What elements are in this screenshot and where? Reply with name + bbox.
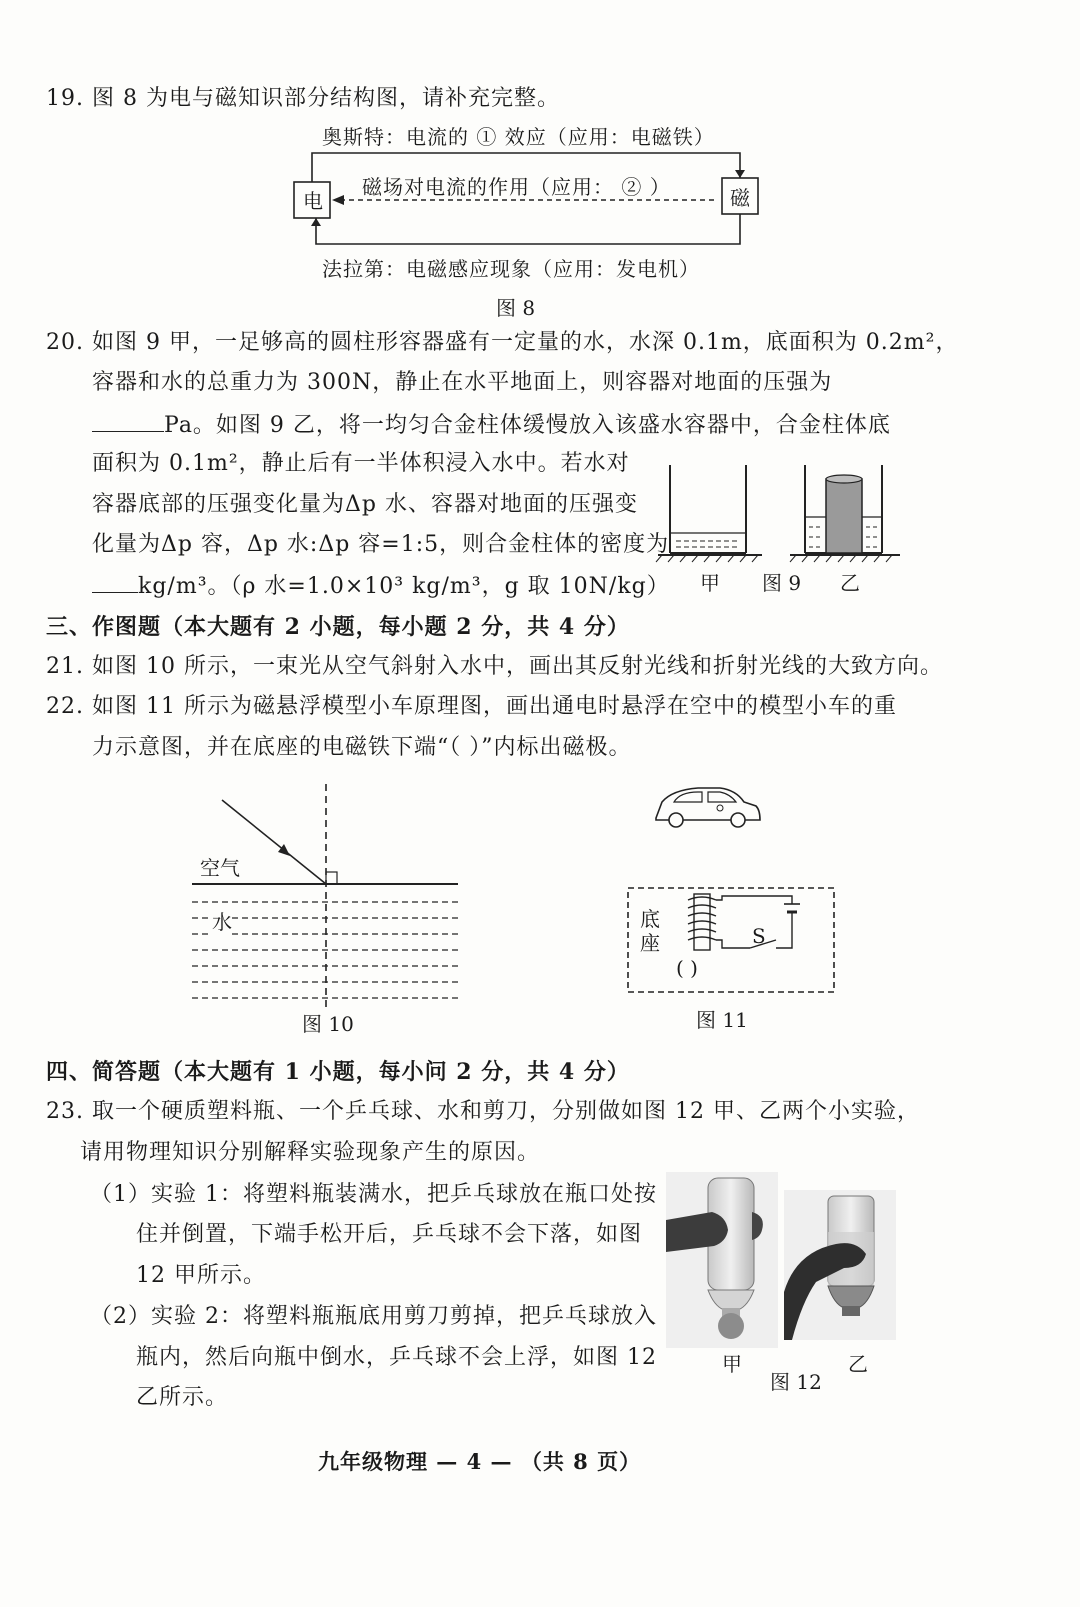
fig10-water-label: 水	[212, 906, 232, 935]
bottom-arrow-line	[316, 214, 740, 244]
figure-10-refraction	[180, 780, 480, 1020]
fig8-caption: 图 8	[496, 296, 536, 320]
q20-line-1: 20. 如图 9 甲，一足够高的圆柱形容器盛有一定量的水，水深 0.1m，底面积为 0.2m²，	[46, 330, 959, 355]
q20-line-3	[92, 409, 891, 441]
q20-line-4: 面积为 0.1m²，静止后有一半体积浸入水中。若水对	[92, 451, 630, 476]
fig8-top-text: 奥斯特：电流的 ① 效应（应用：电磁铁）	[322, 125, 715, 149]
answer-blank[interactable]	[92, 570, 138, 593]
fig10-caption: 图 10	[302, 1012, 354, 1036]
fig12-label-jia: 甲	[722, 1352, 742, 1376]
q20-line-7-text: kg/m³。（ρ 水=1.0×10³ kg/m³，g 取 10N/kg）	[138, 574, 670, 599]
fig8-bottom-text: 法拉第：电磁感应现象（应用：发电机）	[322, 257, 700, 281]
electromagnet-coil	[688, 894, 716, 950]
section3-heading: 三、作图题（本大题有 2 小题，每小题 2 分，共 4 分）	[46, 614, 630, 640]
q20-line-5: 容器底部的压强变化量为Δp 水、容器对地面的压强变	[92, 492, 638, 517]
fig12-label-yi: 乙	[848, 1352, 868, 1376]
q20-line-2: 容器和水的总重力为 300N，静止在水平地面上，则容器对地面的压强为	[92, 370, 833, 395]
circuit-wire-right	[776, 922, 792, 948]
container-jia	[670, 465, 746, 553]
photo-yi	[784, 1190, 896, 1340]
q23-part2-line-2: 瓶内，然后向瓶中倒水，乒乓球不会上浮，如图 12	[136, 1345, 657, 1370]
section4-heading: 四、简答题（本大题有 1 小题，每小问 2 分，共 4 分）	[46, 1059, 630, 1085]
fig8-left-box-label: 电	[303, 189, 324, 213]
fig9-label-yi: 乙	[840, 571, 860, 595]
model-car	[656, 788, 760, 827]
fig11-switch-label: S	[752, 924, 766, 948]
figure-11-maglev	[620, 780, 860, 1020]
fig11-caption: 图 11	[696, 1008, 748, 1032]
fig9-caption: 图 9	[762, 571, 802, 595]
ground-hatch	[656, 555, 892, 562]
q19-question: 图 8 为电与磁知识部分结构图，请补充完整。	[92, 86, 560, 111]
q22-line-1: 22. 如图 11 所示为磁悬浮模型小车原理图，画出通电时悬浮在空中的模型小车的重	[46, 694, 897, 719]
figure-9-containers	[650, 455, 910, 565]
figure-12-photos	[666, 1172, 906, 1352]
q23-line-2: 请用物理知识分别解释实验现象产生的原因。	[80, 1140, 541, 1165]
page-footer: 九年级物理 — 4 — （共 8 页）	[318, 1449, 642, 1474]
top-arrowhead	[735, 170, 745, 178]
container-yi	[805, 465, 882, 553]
circuit-wire-top	[716, 896, 792, 904]
fig11-base-label-top: 底	[640, 907, 660, 931]
fig11-base-label-bottom: 座	[640, 931, 660, 955]
q20-line-3-text: Pa。如图 9 乙，将一均匀合金柱体缓慢放入该盛水容器中，合金柱体底	[164, 413, 891, 438]
fig12-caption: 图 12	[770, 1370, 822, 1394]
q23-part1-line-1: （1）实验 1：将塑料瓶装满水，把乒乓球放在瓶口处按	[90, 1182, 657, 1207]
right-angle-mark	[326, 872, 337, 884]
q23-part1-line-2: 住并倒置，下端手松开后，乒乓球不会下落，如图	[136, 1222, 643, 1247]
q23-part2-line-3: 乙所示。	[136, 1385, 229, 1410]
circuit-wire-bottom	[716, 940, 750, 948]
fig8-middle-text: 磁场对电流的作用（应用： ② ）	[362, 175, 671, 199]
middle-arrowhead	[332, 195, 344, 205]
photo-jia	[666, 1172, 778, 1348]
bottom-arrowhead	[311, 218, 321, 226]
q23-line-1: 23. 取一个硬质塑料瓶、一个乒乓球、水和剪刀，分别做如图 12 甲、乙两个小实验，	[46, 1099, 920, 1124]
q20-line-6: 化量为Δp 容，Δp 水:Δp 容=1:5，则合金柱体的密度为	[92, 532, 670, 557]
q19-text	[46, 84, 560, 114]
q23-part1-line-3: 12 甲所示。	[136, 1263, 266, 1288]
q23-part2-line-1: （2）实验 2：将塑料瓶瓶底用剪刀剪掉，把乒乓球放入	[90, 1304, 657, 1329]
fig11-pole-brackets[interactable]: ( )	[676, 956, 698, 980]
fig10-air-label: 空气	[200, 856, 240, 880]
q22-line-2: 力示意图，并在底座的电磁铁下端“（ ）”内标出磁极。	[92, 735, 632, 760]
q20-line-7	[92, 570, 670, 602]
answer-blank[interactable]	[92, 409, 164, 432]
q19-number: 19.	[46, 86, 84, 111]
q21-text: 21. 如图 10 所示，一束光从空气斜射入水中，画出其反射光线和折射光线的大致方向。	[46, 654, 943, 679]
alloy-cylinder	[826, 479, 862, 553]
fig8-right-box-label: 磁	[730, 186, 751, 210]
fig9-label-jia: 甲	[700, 571, 720, 595]
